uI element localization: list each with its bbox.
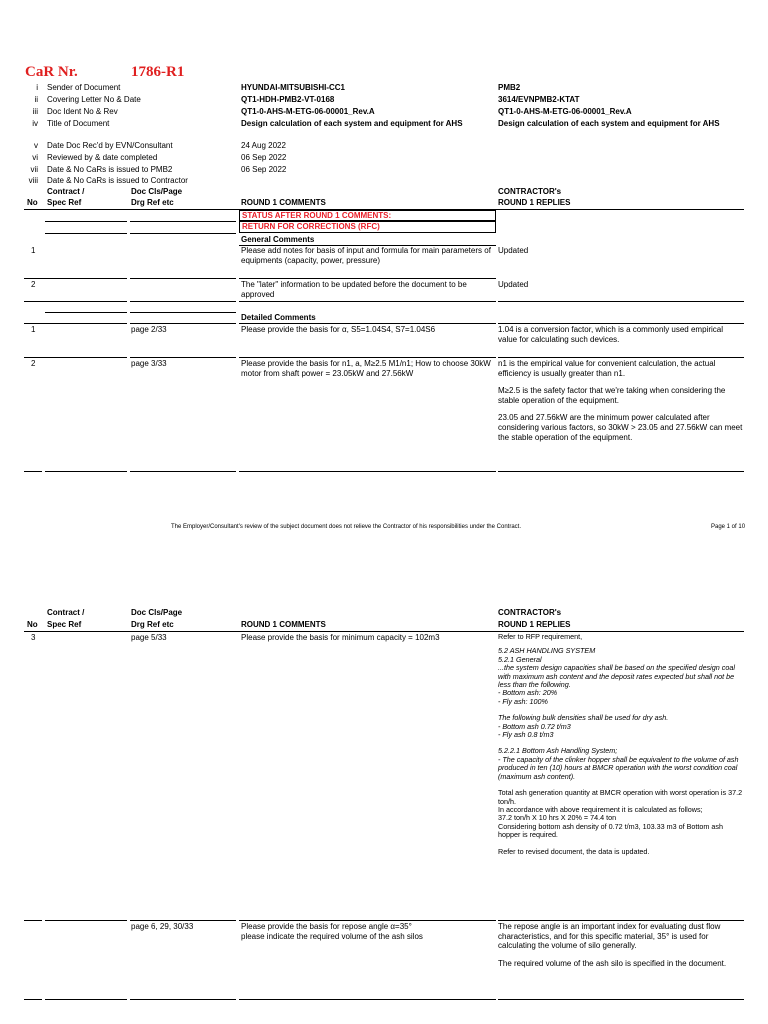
meta-num: viii [28,176,38,185]
reply-paragraph: 23.05 and 27.56kW are the minimum power calculated after considering various factors, so 30kW > 23.05 and 27.56kW can meet the stable operation of the equipment. [498,413,743,442]
reply-paragraph: The required volume of the ash silo is specified in the document. [498,958,727,968]
rfp-text: ...the system design capacities shall be based on the specified design coal with maximum ash content and the deposit rates expected but shall not be less than the following. [498,663,735,690]
row-no: 2 [31,359,36,368]
meta-value: QT1-HDH-PMB2-VT-0168 [241,95,335,104]
rfp-text: - Fly ash 0.8 t/m3 [498,730,554,740]
divider [24,278,127,279]
meta-num: v [34,141,38,150]
header-spec-ref: Spec Ref [47,620,82,629]
row-comment-line-2: please indicate the required volume of the ash silos [241,932,423,941]
meta-label: Doc Ident No & Rev [47,107,118,116]
divider [239,471,496,472]
meta-label: Date Doc Rec'd by EVN/Consultant [47,141,173,150]
reply-paragraph: M≥2.5 is the safety factor that we're taking when considering the stable operation of the equipment. [498,386,726,405]
rfp-text: The following bulk densities shall be used for dry ash. [498,713,669,723]
divider [45,312,127,313]
meta-label: Date & No CaRs is issued to Contractor [47,176,188,185]
meta-label: Reviewed by & date completed [47,153,158,162]
meta-num: vii [30,165,38,174]
divider [24,999,42,1000]
row-reply [498,633,744,856]
header-drg-ref: Drg Ref etc [131,620,174,629]
row-reply [498,922,744,968]
meta-value: PMB2 [498,83,521,92]
rfp-text: 5.2.2.1 Bottom Ash Handling System; [498,746,618,756]
rfp-text: - Fly ash: 100% [498,696,548,706]
car-label: CaR Nr. [25,64,78,80]
footer-disclaimer: The Employer/Consultant's review of the subject document does not relieve the Contractor of his responsibilities under the Contract. [171,524,521,530]
meta-value: QT1-0-AHS-M-ETG-06-00001_Rev.A [241,107,375,116]
divider [130,999,236,1000]
divider [239,920,496,921]
reply-paragraph: The repose angle is an important index for evaluating dust flow characteristics, and for this specific material, 35° is used for calculating the volume of silo generally. [498,922,721,951]
divider [45,221,127,222]
divider [130,357,236,358]
divider [130,920,236,921]
row-no: 2 [31,280,36,289]
meta-label: Covering Letter No & Date [47,95,141,104]
rfp-text: - Bottom ash: 20% [498,688,558,698]
meta-num: i [36,83,38,92]
divider [24,357,127,358]
divider [498,999,744,1000]
divider [45,920,127,921]
row-comment: Please provide the basis for α, S5=1.04S4, S7=1.04S6 [241,325,436,334]
meta-label: Title of Document [47,119,110,128]
row-page: page 6, 29, 30/33 [131,922,194,931]
divider [130,312,236,313]
row-no: 3 [31,633,36,642]
divider [239,278,496,279]
divider [130,323,236,324]
status-line-1: STATUS AFTER ROUND 1 COMMENTS: [242,211,392,220]
header-contractor: CONTRACTOR's [498,608,562,617]
meta-value: Design calculation of each system and equipment for AHS [241,119,463,128]
divider [45,471,127,472]
divider [239,301,496,302]
divider [130,221,236,222]
divider [498,471,744,472]
divider [24,471,42,472]
header-contract: Contract / [47,608,85,617]
row-reply: 1.04 is a conversion factor, which is a commonly used empirical value for calculating such devices. [498,325,723,344]
calc-text: Total ash generation quantity at BMCR operation with worst operation is 37.2 ton/h. [498,788,743,806]
row-reply: Updated [498,246,529,255]
header-drg-ref: Drg Ref etc [131,198,174,207]
row-comment: The "later" information to be updated before the document to be approved [241,280,467,299]
status-line-2: RETURN FOR CORRECTIONS (RFC) [242,222,380,231]
reply-end: Refer to revised document, the data is updated. [498,846,650,856]
divider [45,233,127,234]
divider [239,323,496,324]
general-comments-heading: General Comments [241,235,315,244]
divider [24,301,127,302]
divider [130,301,236,302]
meta-value: 24 Aug 2022 [241,141,286,150]
meta-value: 06 Sep 2022 [241,153,287,162]
meta-value: QT1-0-AHS-M-ETG-06-00001_Rev.A [498,107,632,116]
divider [498,920,744,921]
divider [239,357,496,358]
meta-label: Date & No CaRs is issued to PMB2 [47,165,173,174]
row-page: page 5/33 [131,633,167,642]
divider [239,999,496,1000]
meta-num: iv [32,119,38,128]
divider [498,357,744,358]
divider [24,323,127,324]
divider [130,471,236,472]
meta-num: vi [32,153,38,162]
rfp-subheading: 5.2.1 General [498,654,542,664]
rfp-text: - The capacity of the clinker hopper shall be equivalent to the volume of ash produced in ten (10) hours at BMCR operation with the worst condition coal (maximum ash content). [498,754,739,781]
header-contract: Contract / [47,187,85,196]
calc-text: In accordance with above requirement it is calculated as follows; [498,804,703,814]
divider [130,278,236,279]
divider [24,920,42,921]
row-page: page 2/33 [131,325,167,334]
divider [45,999,127,1000]
meta-num: iii [32,107,38,116]
header-spec-ref: Spec Ref [47,198,82,207]
divider [498,323,744,324]
header-no: No [27,620,38,629]
row-comment: Please provide the basis for minimum capacity = 102m3 [241,633,440,642]
detailed-comments-heading: Detailed Comments [241,313,316,322]
footer-page-number: Page 1 of 10 [711,524,746,530]
reply-paragraph: n1 is the empirical value for convenient calculation, the actual efficiency is usually greater than n1. [498,359,716,378]
divider [24,631,744,632]
header-replies: ROUND 1 REPLIES [498,620,571,629]
meta-label: Sender of Document [47,83,121,92]
rfp-text: - Bottom ash 0.72 t/m3 [498,721,571,731]
row-page: page 3/33 [131,359,167,368]
divider [498,301,744,302]
row-no: 1 [31,246,36,255]
row-reply [498,359,744,450]
row-no: 1 [31,325,36,334]
row-comment: Please add notes for basis of input and formula for main parameters of equipments (capacity, power, pressure) [241,246,491,265]
meta-num: ii [34,95,38,104]
rfp-heading: 5.2 ASH HANDLING SYSTEM [498,646,596,656]
car-number: 1786-R1 [131,64,185,80]
header-comments: ROUND 1 COMMENTS [241,198,326,207]
meta-value: 3614/EVNPMB2-KTAT [498,95,580,104]
header-replies: ROUND 1 REPLIES [498,198,571,207]
row-comment-line-1: Please provide the basis for repose angle α=35° [241,922,412,931]
header-no: No [27,198,38,207]
meta-value: 06 Sep 2022 [241,165,287,174]
header-doc-cls: Doc Cls/Page [131,608,183,617]
row-reply: Updated [498,280,529,289]
header-contractor: CONTRACTOR's [498,187,562,196]
divider [130,233,236,234]
row-comment: Please provide the basis for n1, a, M≥2.5 M1/n1; How to choose 30kW motor from shaft power = 23.05kW and 27.56kW [241,359,491,378]
meta-value: Design calculation of each system and equipment for AHS [498,119,720,128]
calc-text: Considering bottom ash density of 0.72 t/m3, 103.33 m3 of Bottom ash hopper is required. [498,821,723,840]
calc-text: 37.2 ton/h X 10 hrs X 20% = 74.4 ton [498,813,617,823]
reply-intro: Refer to RFP requirement, [498,632,583,641]
meta-value: HYUNDAI-MITSUBISHI-CC1 [241,83,345,92]
header-comments: ROUND 1 COMMENTS [241,620,326,629]
header-doc-cls: Doc Cls/Page [131,187,183,196]
